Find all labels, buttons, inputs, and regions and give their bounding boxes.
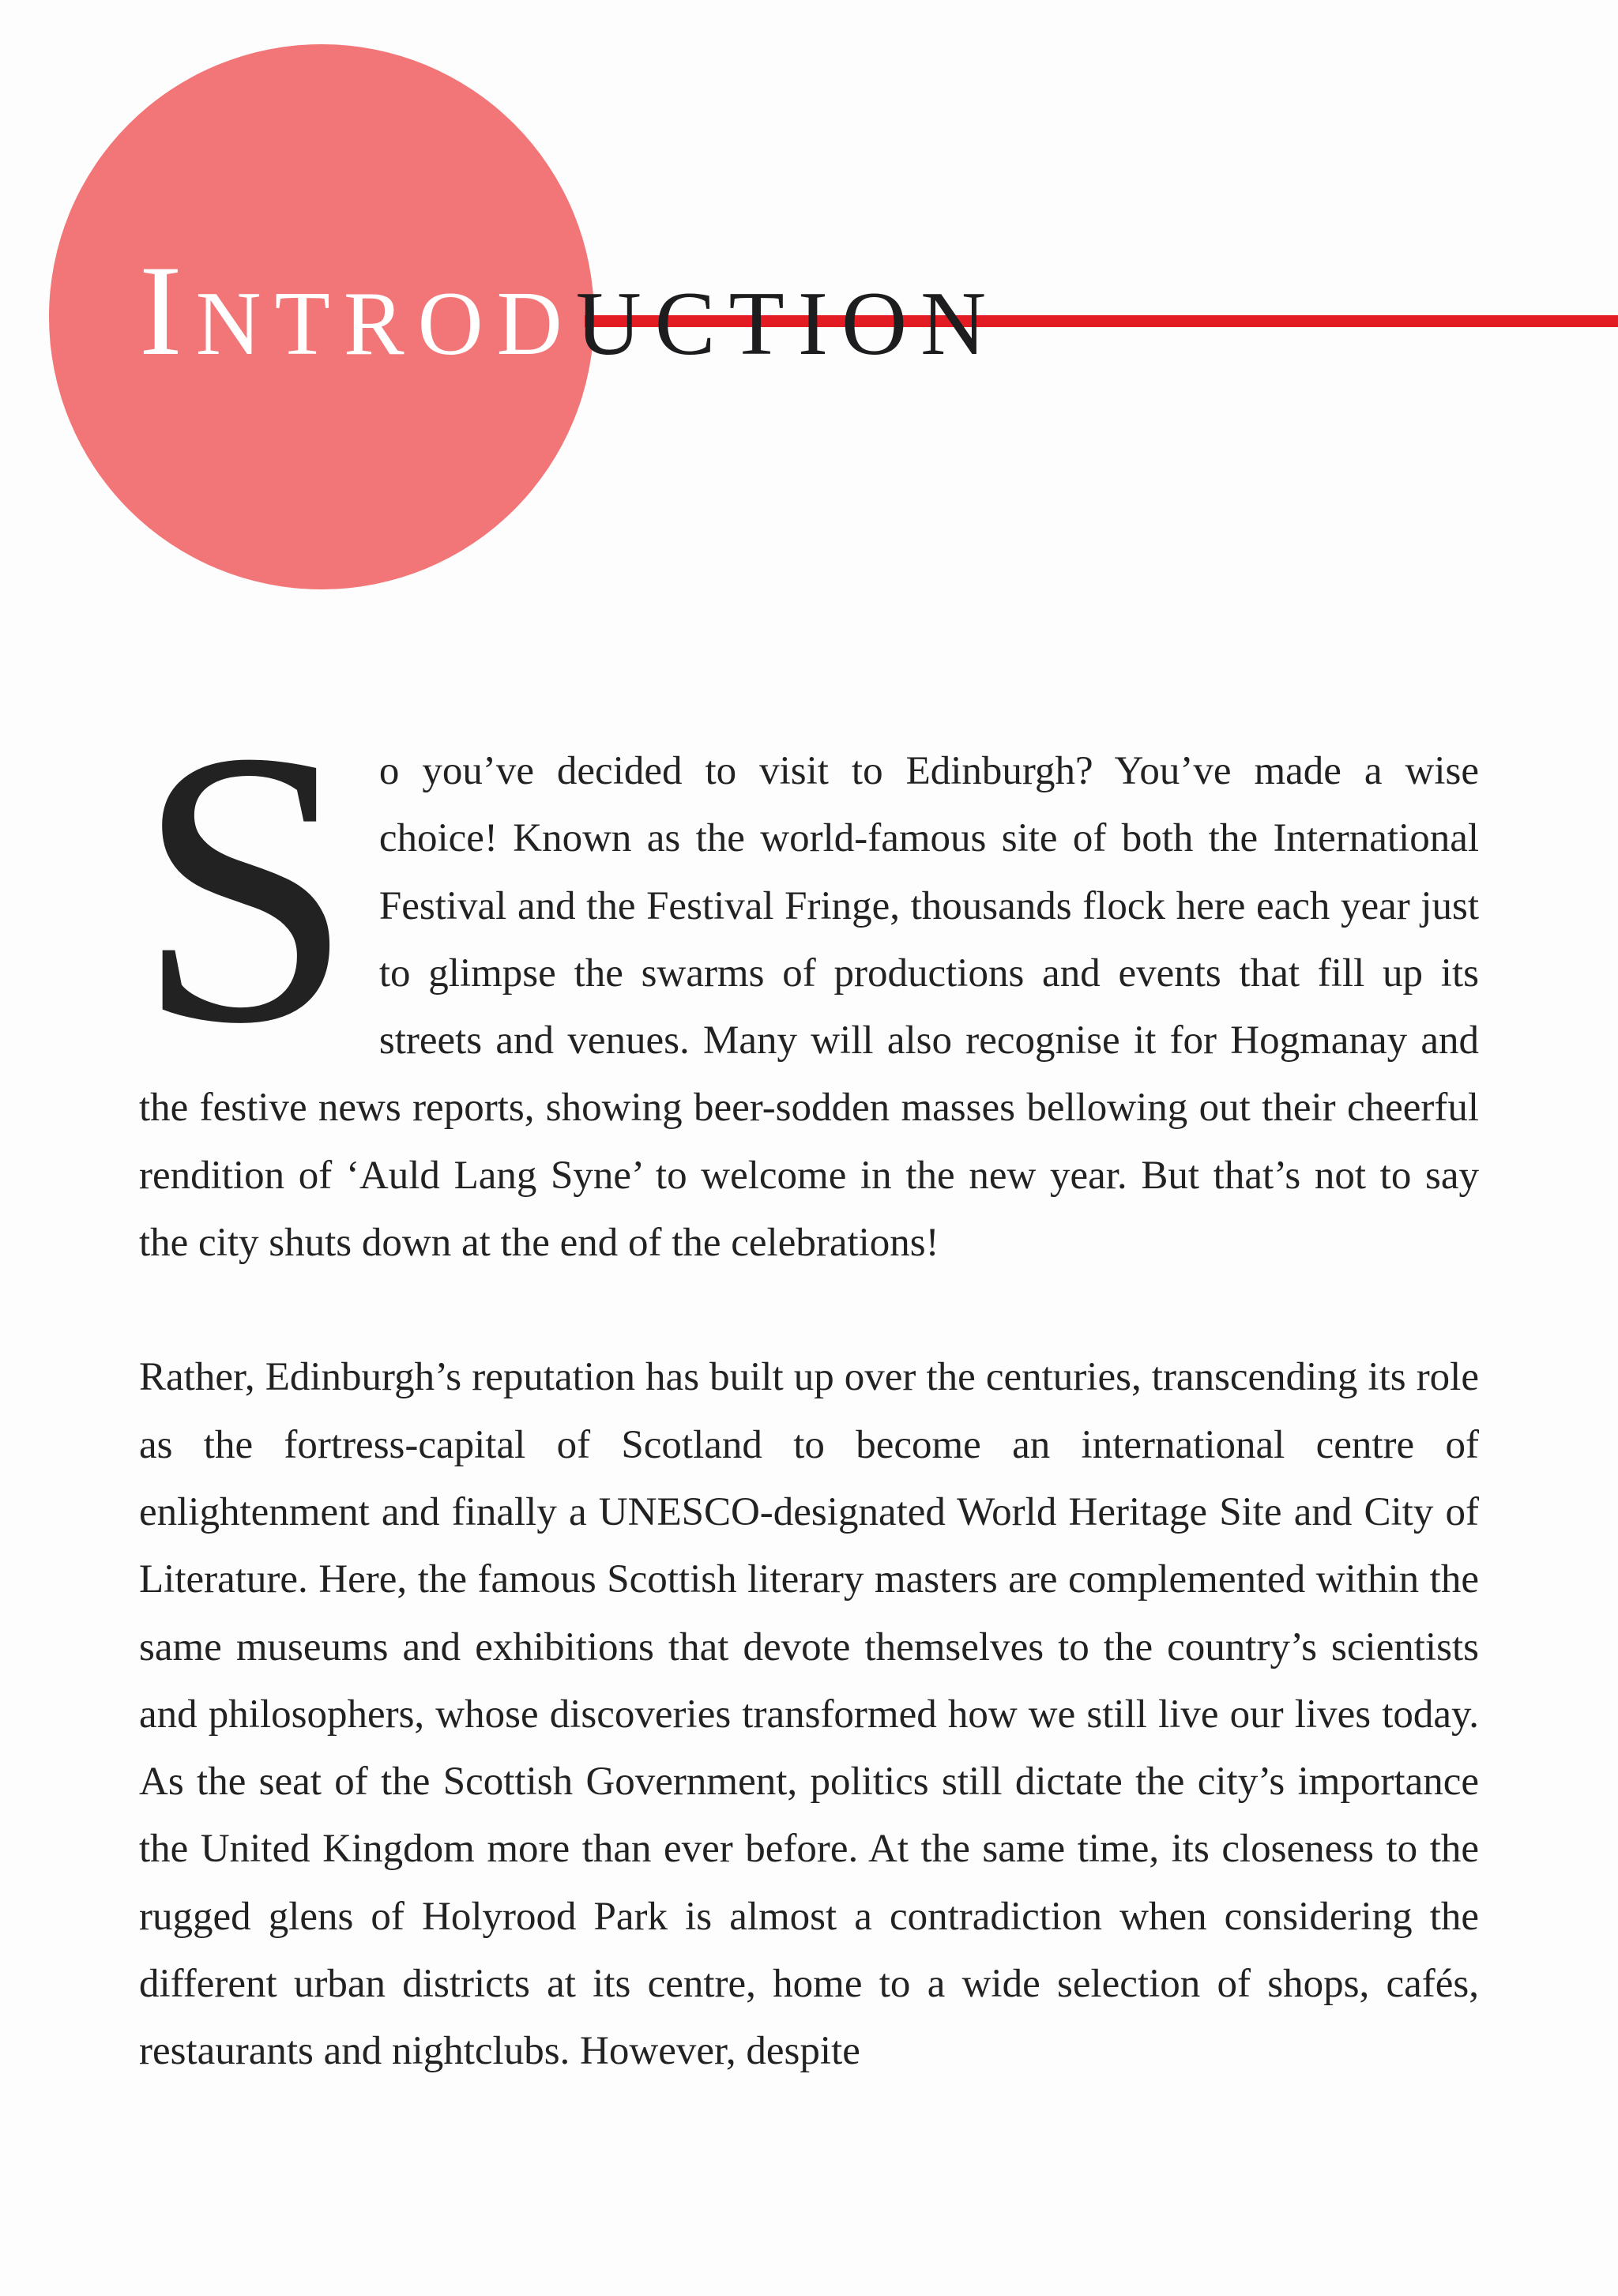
page-title-light-part: Introd — [139, 239, 576, 382]
body-text — [136, 671, 1479, 2086]
page-title-dark-part: uction — [575, 239, 1000, 382]
page-title — [139, 239, 1000, 382]
paragraph-1: o you’ve decided to visit to Edinburgh? You’ve made a wise choice! Known as the world-famous site of both the International Festival and the Festival Fringe, thousands flock here each year just to glimpse the swarms of productions and events that fill up its streets and venues. Many will also recognise it for Hogmanay and the festive news reports, showing beer-sodden masses bellowing out their cheerful rendition of ‘Auld Lang Syne’ to welcome in the new year. But that’s not to say the city shuts down at the end of the celebrations! — [139, 749, 1479, 1266]
paragraph-2: Rather, Edinburgh’s reputation has built up over the centuries, transcending its role as the fortress-capital of Scotland to become an international centre of enlightenment and finally a UNESCO-designated World Heritage Site and City of Literature. Here, the famous Scottish literary masters are complemented within the same museums and exhibitions that devote themselves to the country’s scientists and philosophers, whose discoveries transformed how we still live our lives today. As the seat of the Scottish Government, politics still dictate the city’s importance the United Kingdom more than ever before. At the same time, its closeness to the rugged glens of Holyrood Park is almost a contradiction when considering the different urban districts at its centre, home to a wide selection of shops, cafés, restaurants and nightclubs. However, despite — [139, 1355, 1479, 2074]
drop-cap: S — [136, 671, 354, 1105]
